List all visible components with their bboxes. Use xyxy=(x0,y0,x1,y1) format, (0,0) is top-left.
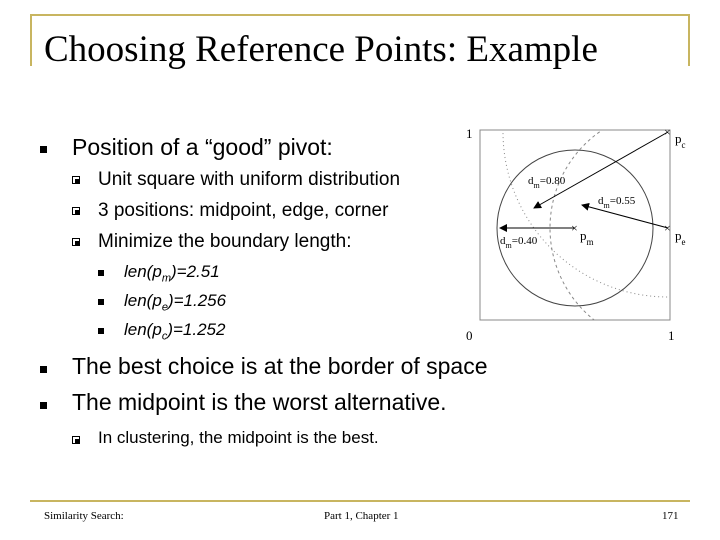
label-pe-sub: e xyxy=(681,237,686,247)
pe-cross-icon: × xyxy=(664,221,671,235)
title-frame-left xyxy=(30,14,32,66)
label-pc-main: p xyxy=(675,131,682,146)
label-pm-sub: m xyxy=(586,237,594,247)
bullet-pivot: Position of a “good” pivot: xyxy=(72,134,333,160)
label-dm-080-main: d xyxy=(528,175,534,187)
label-pm-main: p xyxy=(580,228,587,243)
label-pe xyxy=(675,228,686,247)
tick-top: 1 xyxy=(466,126,473,141)
bullet-square-icon xyxy=(40,366,47,373)
label-dm-080 xyxy=(528,175,566,190)
bullet-minimize: Minimize the boundary length: xyxy=(98,231,352,252)
slide-title: Choosing Reference Points: Example xyxy=(44,29,598,70)
len-pc xyxy=(124,320,225,342)
label-pc-sub: c xyxy=(681,140,686,150)
title-frame-top xyxy=(30,14,690,16)
label-pe-main: p xyxy=(675,228,682,243)
pm-cross-icon: × xyxy=(571,221,578,235)
len-pe-post: )=1.256 xyxy=(167,291,227,310)
page-number: 171 xyxy=(662,510,679,522)
len-pe-sub: e xyxy=(161,301,168,314)
bullet-square-icon xyxy=(40,402,47,409)
footer-center: Part 1, Chapter 1 xyxy=(324,510,399,522)
len-pc-post: )=1.252 xyxy=(167,320,226,339)
footer-line xyxy=(30,500,690,502)
bullet-hollow-square-icon xyxy=(72,176,80,184)
bullet-square-icon xyxy=(98,328,104,334)
bullet-positions: 3 positions: midpoint, edge, corner xyxy=(98,200,389,221)
bullet-square-icon xyxy=(98,299,104,305)
tick-origin: 0 xyxy=(466,328,473,343)
len-pm-sub: m xyxy=(161,272,171,285)
label-dm-040-sub: m xyxy=(505,241,512,250)
label-dm-040 xyxy=(500,235,538,250)
bullet-hollow-square-icon xyxy=(72,207,80,215)
label-dm-055-sub: m xyxy=(603,201,610,210)
arrow-dm-055 xyxy=(582,205,668,228)
bullet-worst: The midpoint is the worst alternative. xyxy=(72,389,447,415)
tick-right: 1 xyxy=(668,328,675,343)
label-dm-080-value: =0.80 xyxy=(539,175,566,187)
footer-left: Similarity Search: xyxy=(44,510,124,522)
bullet-unit-square: Unit square with uniform distribution xyxy=(98,169,401,190)
len-pc-sub: c xyxy=(161,330,168,343)
label-dm-055-main: d xyxy=(598,195,604,207)
bullet-border: The best choice is at the border of space xyxy=(72,353,488,379)
pivot-figure xyxy=(460,118,700,348)
bullet-hollow-square-icon xyxy=(72,238,80,246)
len-pe-pre: len(p xyxy=(124,291,162,310)
len-pc-pre: len(p xyxy=(124,320,162,339)
bullet-hollow-square-icon xyxy=(72,436,80,444)
label-dm-040-value: =0.40 xyxy=(511,235,538,247)
len-pm-post: )=2.51 xyxy=(170,262,220,281)
len-pm xyxy=(124,262,220,284)
bullet-square-icon xyxy=(98,270,104,276)
label-dm-055 xyxy=(598,195,636,210)
title-frame-right xyxy=(688,14,690,66)
label-dm-040-main: d xyxy=(500,235,506,247)
label-dm-080-sub: m xyxy=(533,181,540,190)
pc-cross-icon: × xyxy=(664,125,671,139)
len-pm-pre: len(p xyxy=(124,262,162,281)
label-dm-055-value: =0.55 xyxy=(609,195,636,207)
bullet-square-icon xyxy=(40,146,47,153)
len-pe xyxy=(124,291,226,313)
label-pm xyxy=(580,228,594,247)
label-pc xyxy=(675,131,686,150)
bullet-clustering: In clustering, the midpoint is the best. xyxy=(98,428,379,447)
